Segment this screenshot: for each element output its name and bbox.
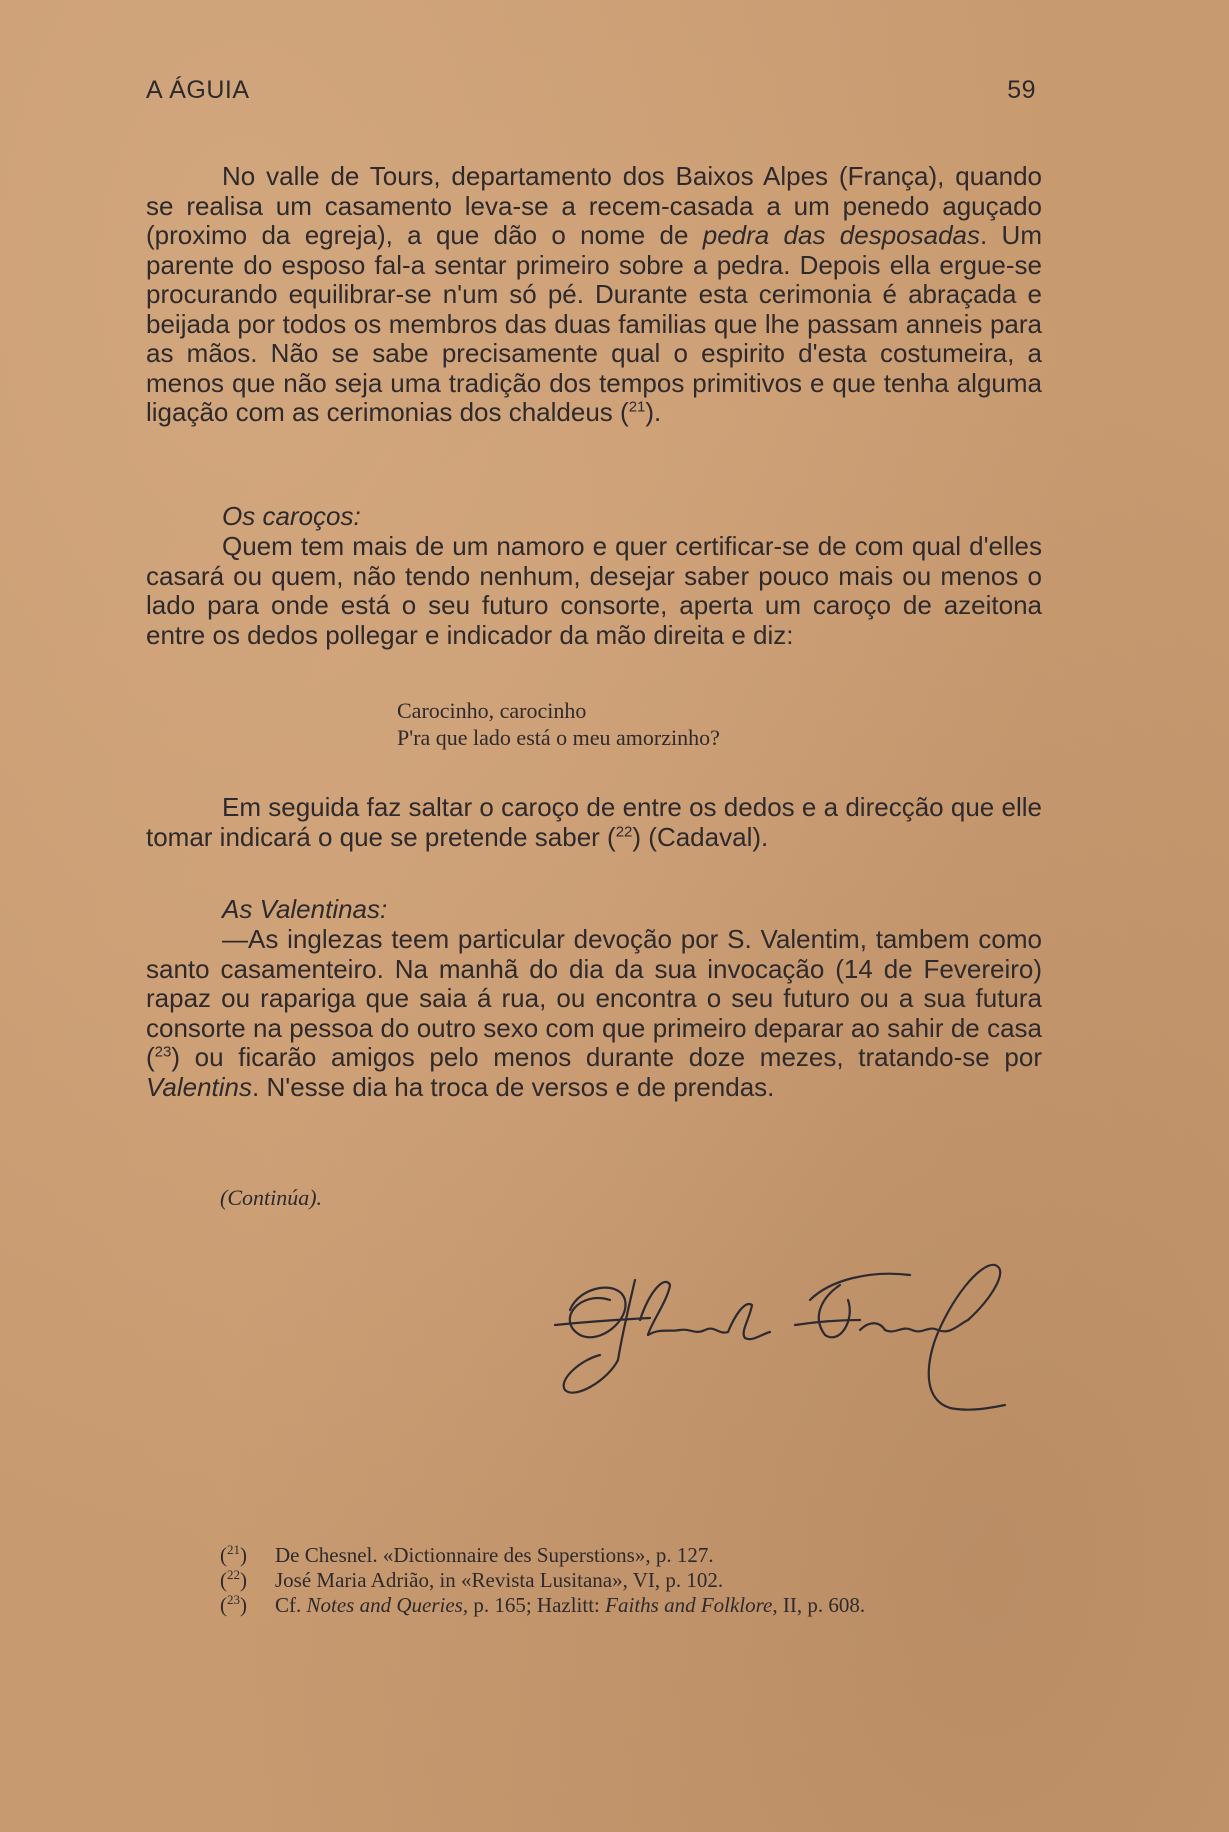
- footnote-number: ($^{21}$): [220, 1542, 247, 1567]
- continua-note: (Continúa).: [220, 1185, 323, 1210]
- text-run: —As inglezas teem particular devoção por S. Valentim, tambem como santo casamenteiro. Na manhã do dia da sua invocação (14 de Fevereiro) rapaz ou rapariga que saia á rua, ou encontra o seu futuro ou a sua futura consorte na pessoa do outro sexo com que primeiro deparar ao sahir de casa (: [146, 924, 1042, 1072]
- verse-line: P'ra que lado está o meu amorzinho?: [397, 725, 720, 750]
- text-run: II, p. 608.: [777, 1593, 866, 1617]
- footnote-number: ($^{22}$): [220, 1567, 247, 1592]
- italic-term: pedra das desposadas: [702, 220, 981, 250]
- text-run: ) ou ficarão amigos pelo menos durante doze mezes, tratando-se por: [171, 1042, 1042, 1072]
- paragraph-carocos-1: Quem tem mais de um namoro e quer certificar-se de com qual d'elles casará ou quem, não tendo nenhum, desejar saber pouco mais ou menos o lado para onde está o seu futuro consorte, aperta um caroço de azeitona entre os dedos pollegar e indicador da mão direita e diz:: [146, 531, 1042, 650]
- footnote: [220, 1568, 1050, 1593]
- paragraph-pedra-das-desposadas: [146, 162, 1042, 428]
- text-run: ) (Cadaval).: [632, 821, 769, 852]
- page-number: 59: [1007, 76, 1036, 104]
- footnote-text: [275, 1593, 865, 1618]
- signature-text: Alfredo Faria: [540, 1240, 546, 1241]
- footnote-text: De Chesnel. «Dictionnaire des Superstions», p. 127.: [275, 1543, 714, 1567]
- text-run: . N'esse dia ha troca de versos e de prendas.: [252, 1071, 775, 1102]
- footnote: [220, 1593, 1050, 1618]
- footnote-ref: 23: [154, 1043, 172, 1061]
- section-heading-valentinas: As Valentinas:: [222, 894, 388, 924]
- text-run: No valle de Tours, departamento dos Baixos Alpes (França), quando se realisa um casamento leva-se a recem-casada a um penedo aguçado (proximo da egreja), a que dão o nome de: [146, 161, 1042, 250]
- verse: [397, 697, 720, 751]
- text-run: p. 165; Hazlitt:: [468, 1593, 606, 1617]
- footnote-num: 22: [227, 1567, 240, 1582]
- footnote-ref: 22: [615, 822, 633, 840]
- text-run: ).: [645, 397, 662, 427]
- running-title: A ÁGUIA: [146, 76, 250, 104]
- section-heading-carocos: Os caroços:: [222, 501, 361, 531]
- verse-line: Carocinho, carocinho: [397, 698, 587, 723]
- signature: [540, 1240, 1020, 1440]
- text-run: Cf.: [275, 1593, 307, 1617]
- paragraph-carocos-2: [146, 793, 1042, 852]
- footnote-num: 21: [227, 1542, 240, 1557]
- footnote-number: ($^{23}$): [220, 1592, 247, 1617]
- footnotes: [220, 1543, 1050, 1618]
- footnote-text: José Maria Adrião, in «Revista Lusitana», VI, p. 102.: [275, 1568, 724, 1592]
- italic-title: Faiths and Folklore,: [605, 1593, 778, 1617]
- footnote: [220, 1543, 1050, 1568]
- italic-term: Valentins: [146, 1071, 252, 1102]
- italic-title: Notes and Queries,: [306, 1593, 469, 1617]
- text-run: . Um parente do esposo fal-a sentar primeiro sobre a pedra. Depois ella ergue-se procurando equilibrar-se n'um só pé. Durante esta cerimonia é abraçada e beijada por todos os membros das duas familias que lhe passam anneis para as mãos. Não se sabe precisamente qual o espirito d'esta costumeira, a menos que não seja uma tradição dos tempos primitivos e que tenha alguma ligação com as cerimonias dos chaldeus (: [146, 220, 1042, 427]
- paragraph-valentinas: [146, 925, 1042, 1102]
- paragraph: [146, 162, 1042, 428]
- footnote-num: 23: [227, 1592, 240, 1607]
- footnote-ref: 21: [628, 398, 646, 416]
- text-run: Em seguida faz saltar o caroço de entre os dedos e a direcção que elle tomar indicará o que se pretende saber (: [146, 792, 1042, 852]
